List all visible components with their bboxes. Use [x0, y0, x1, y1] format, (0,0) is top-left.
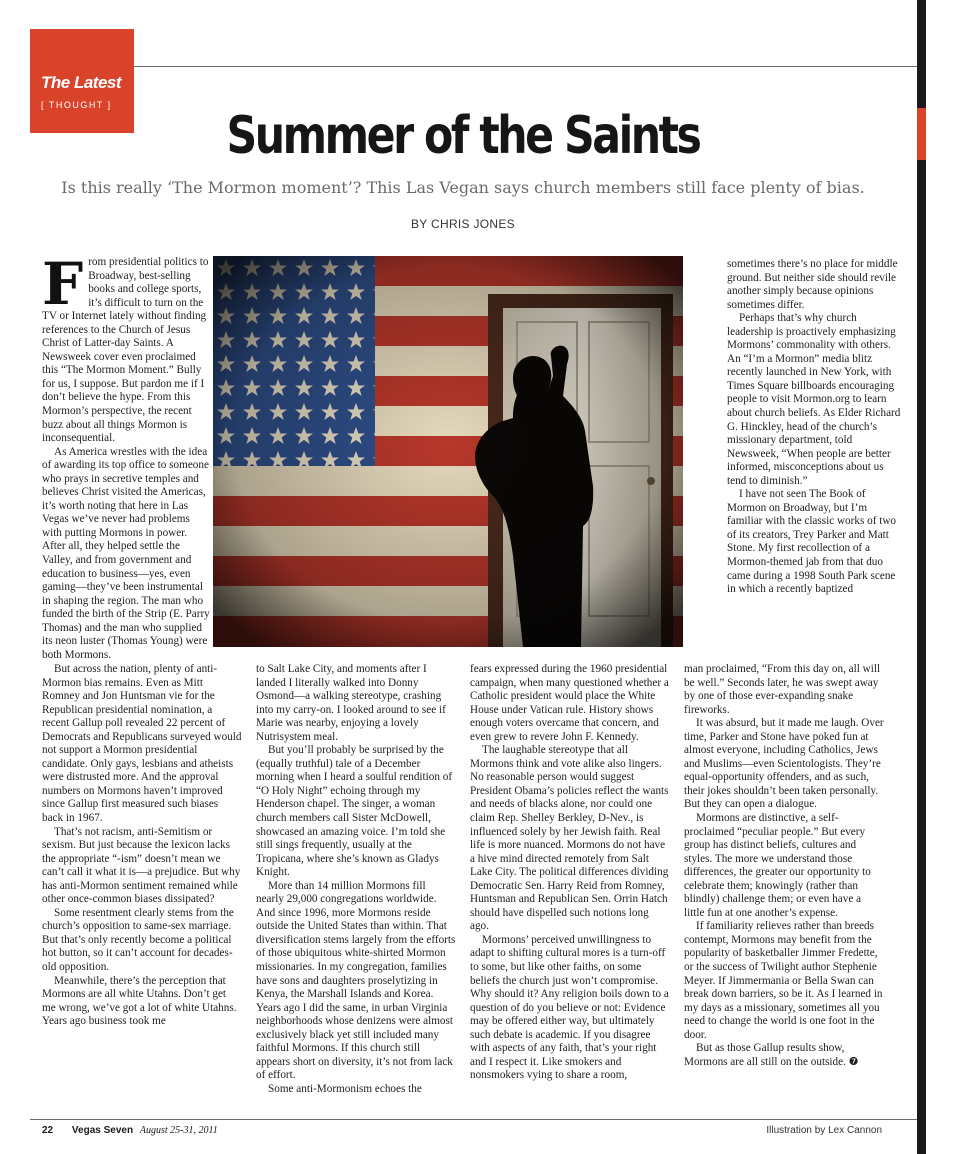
paragraph: to Salt Lake City, and moments after I landed I literally walked into Donny Osmond—a walking stereotype, crashing into my carry-on. I looked around to see if Marie was nearby, enjoying a lovely Nutrisystem meal.	[256, 663, 446, 743]
paragraph: Perhaps that’s why church leadership is proactively emphasizing Mormons’ commonality with others. An “I’m a Mormon” media blitz recently launched in New York, with Times Square billboards encouraging people to visit Mormon.org to learn about church beliefs. As Elder Richard G. Hinckley, head of the church’s missionary department, told Newsweek, “When people are better informed, misconceptions about us tend to diminish.”	[727, 312, 901, 487]
column-4	[727, 258, 903, 597]
illustration-credit: Illustration by Lex Cannon	[766, 1125, 882, 1136]
column-4-lower	[684, 663, 884, 1069]
paragraph: It was absurd, but it made me laugh. Over time, Parker and Stone have poked fun at almost everyone, including Catholics, Jews and Muslims—even Scientologists. They’re equal-opportunity offenders, and as such, their jokes shouldn’t been taken personally. But they can open a dialogue.	[684, 717, 884, 811]
paragraph: rom presidential politics to Broadway, best-selling books and college sports, it’s difficult to turn on the TV or Internet lately without finding references to the Church of Jesus Christ of Latter-day Saints. A Newsweek cover even proclaimed this “The Mormon Moment.” Bully for us, I suppose. But pardon me if I don’t believe the hype. From this Mormon’s perspective, the recent buzz about all things Mormon is inconsequential.	[42, 256, 209, 445]
byline: BY CHRIS JONES	[410, 217, 515, 231]
paragraph: sometimes there’s no place for middle ground. But neither side should revile another simply because opinions sometimes differ.	[727, 258, 898, 311]
paragraph: But across the nation, plenty of anti-Mormon bias remains. Even as Mitt Romney and Jon Huntsman vie for the Republican presidential nomination, a recent Gallup poll revealed 22 percent of Democrats and Republicans surveyed would not support a Mormon presidential candidate. Only gays, lesbians and atheists were distrusted more. And the approval numbers on Mormons haven’t improved since Gallup first measured such biases back in 1967.	[42, 663, 242, 825]
paragraph: Mormons’ perceived unwillingness to adapt to shifting cultural mores is a turn-off to some, but like other faiths, on some beliefs the church just won’t compromise. Why should it? Any religion boils down to a question of do you believe or not: Evidence may be offered either way, but ultimately such debate is academic. If you disagree with aspects of any faith, that’s your right and I respect it. Like smokers and nonsmokers vying to share a room,	[470, 933, 669, 1082]
paragraph: man proclaimed, “From this day on, all will be well.” Seconds later, he was swept away by one of those ever-expanding snake fireworks.	[684, 663, 881, 716]
right-edge-accent	[917, 108, 926, 160]
bottom-rule	[30, 1119, 917, 1120]
column-1-lower	[42, 663, 242, 1029]
headline: Summer of the Saints	[226, 106, 700, 166]
paragraph: If familiarity relieves rather than breeds contempt, Mormons may benefit from the popularity of basketballer Jimmer Fredette, or the success of Twilight author Stephenie Meyer. If Jimmermania or Bella Swan can break down barriers, so be it. As I learned in my days as a missionary, sometimes all you need to change the world is one foot in the door.	[684, 920, 883, 1041]
right-margin	[926, 0, 960, 1154]
paragraph: That’s not racism, anti-Semitism or sexism. But just because the lexicon lacks the appropriate “-ism” doesn’t mean we can’t call it what it is—a prejudice. But why has anti-Mormon sentiment remained while other once-common biases dissipated?	[42, 825, 241, 906]
paragraph: Some anti-Mormonism echoes the	[268, 1082, 422, 1095]
drop-cap: F	[42, 250, 84, 318]
section-title: The Latest	[41, 73, 122, 92]
issue-date: August 25-31, 2011	[139, 1125, 218, 1136]
paragraph: I have not seen The Book of Mormon on Broadway, but I’m familiar with the classic works of two of its creators, Trey Parker and Matt Stone. My first recollection of a Mormon-themed jab from that duo came during a 1998 South Park scene in which a recently baptized	[727, 488, 897, 596]
paragraph: As America wrestles with the idea of awarding its top office to someone who prays in secretive temples and believes Christ visited the Americas, it’s worth noting that here in Las Vegas we’ve never had problems with putting Mormons in power. After all, they helped settle the Valley, and from government and education to business—yes, even gaming—they’ve been instrumental in shaping the region. The man who funded the birth of the Strip (E. Parry Thomas) and the man who supplied its neon luster (Thomas Young) were both Mormons.	[42, 445, 210, 661]
column-2	[256, 663, 456, 1097]
column-1	[42, 250, 210, 662]
page-number: 22	[42, 1125, 54, 1136]
paragraph: fears expressed during the 1960 presidential campaign, when many questioned whether a Catholic president would place the White House under Vatican rule. History shows enough voters overcame that concern, and even grew to revere John F. Kennedy.	[470, 663, 669, 743]
deck: Is this really ‘The Mormon moment’? This Las Vegan says church members still face plenty of bias.	[61, 178, 865, 197]
paragraph: But as those Gallup results show, Mormons are all still on the outside. ❼	[684, 1042, 859, 1068]
section-tag: [ THOUGHT ]	[41, 100, 112, 110]
paragraph: Mormons are distinctive, a self-proclaimed “peculiar people.” But every group has distinct beliefs, cultures and styles. The more we understand those differences, the greater our opportunity to celebrate them; knowingly (rather than blindly) challenge them; or even have a little fun at one another’s expense.	[684, 812, 871, 919]
flag-door-silhouette-image	[213, 256, 683, 647]
paragraph: The laughable stereotype that all Mormons think and vote alike also lingers. No reasonable person would suggest President Obama’s policies reflect the wants and needs of blacks alone, nor could one claim Rep. Shelley Berkley, D-Nev., is influenced solely by her Jewish faith. Real life is more nuanced. Mormons do not have a hive mind directed remotely from Salt Lake City. The political differences dividing Democratic Sen. Harry Reid from Romney, Huntsman and Republican Sen. Orrin Hatch should have dispelled such notions long ago.	[470, 744, 669, 933]
paragraph: But you’ll probably be surprised by the (equally truthful) tale of a December morning when I heard a soulful rendition of “O Holy Night” echoing through my Henderson chapel. The singer, a woman church members call Sister McDowell, showcased an amazing voice. I’m told she still sings frequently, usually at the Tropicana, where she’s known as Gladys Knight.	[256, 744, 453, 879]
publication-name: Vegas Seven	[71, 1125, 134, 1136]
paragraph: Meanwhile, there’s the perception that Mormons are all white Utahns. Don’t get me wrong, we’ve got a lot of white Utahns. Years ago business took me	[42, 974, 237, 1028]
paragraph: More than 14 million Mormons fill nearly 29,000 congregations worldwide. And since 1996, more Mormons reside outside the United States than within. That diversification stems largely from the efforts of those ubiquitous white-shirted Mormon missionaries. In my congregation, families have sons and daughters proselytizing in Kenya, the Marshall Islands and Korea. Years ago I did the same, in urban Virginia neighborhoods whose denizens were almost exclusively black yet still included many faithful Mormons. If this church still appears short on diversity, it’s not from lack of effort.	[256, 879, 456, 1082]
top-rule	[30, 66, 917, 67]
column-3	[470, 663, 670, 1083]
paragraph: Some resentment clearly stems from the church’s opposition to same-sex marriage. But that’s only recently become a political hot button, so it can’t account for decades-old opposition.	[42, 906, 234, 974]
illustration	[213, 256, 683, 647]
folio	[42, 1125, 218, 1136]
right-edge-bar	[917, 0, 926, 1154]
